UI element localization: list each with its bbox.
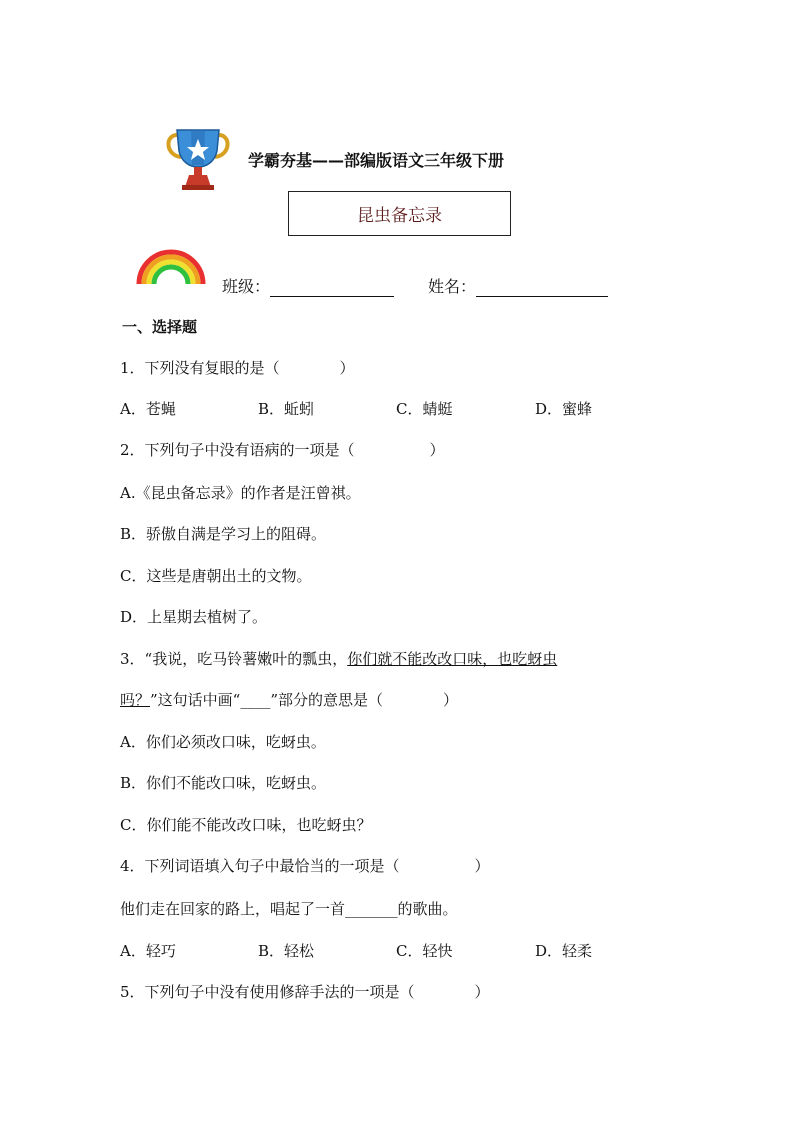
question-3-stem-line-1 (120, 648, 557, 669)
q4-option-c[interactable]: C．轻快 (396, 942, 453, 960)
q3-stem-end: ”这句话中画“____”部分的意思是（ ） (150, 691, 459, 709)
question-4-stem: 4．下列词语填入句子中最恰当的一项是（ ） (120, 857, 490, 875)
name-blank[interactable] (476, 280, 608, 297)
q1-option-d[interactable]: D．蜜蜂 (535, 400, 593, 418)
q4-sentence: 他们走在回家的路上，唱起了一首_______的歌曲。 (120, 900, 458, 918)
rainbow-icon (135, 246, 207, 290)
q2-option-a[interactable]: A.《昆虫备忘录》的作者是汪曾祺。 (120, 484, 361, 502)
q3-option-c[interactable]: C．你们能不能改改口味，也吃蚜虫？ (120, 816, 372, 834)
q1-option-a[interactable]: A．苍蝇 (120, 400, 176, 418)
lesson-title: 昆虫备忘录 (357, 206, 442, 226)
q4-option-a[interactable]: A．轻巧 (120, 942, 176, 960)
worksheet-header-title: 学霸夯基——部编版语文三年级下册 (248, 151, 505, 170)
class-label: 班级： (222, 277, 271, 296)
q4-option-d[interactable]: D．轻柔 (535, 942, 593, 960)
q1-option-c[interactable]: C．蜻蜓 (396, 400, 453, 418)
q1-option-b[interactable]: B．蚯蚓 (258, 400, 315, 418)
q3-option-b[interactable]: B．你们不能改口味，吃蚜虫。 (120, 774, 327, 792)
name-label: 姓名： (428, 277, 477, 296)
section-heading: 一、选择题 (122, 318, 198, 336)
name-field (428, 274, 608, 297)
class-field (222, 274, 394, 297)
q2-option-d[interactable]: D．上星期去植树了。 (120, 608, 268, 626)
q2-option-b[interactable]: B．骄傲自满是学习上的阻碍。 (120, 525, 327, 543)
q3-stem-start: 3．“我说，吃马铃薯嫩叶的瓢虫， (120, 650, 348, 668)
question-1-stem: 1．下列没有复眼的是（ ） (120, 359, 355, 377)
q3-underlined-phrase: 你们就不能改改口味，也吃蚜虫 (347, 650, 558, 668)
q3-underlined-end: 吗？ (120, 691, 151, 709)
question-3-stem-line-2 (120, 689, 458, 710)
lesson-title-box (288, 191, 511, 236)
trophy-icon (163, 127, 233, 195)
q3-option-a[interactable]: A．你们必须改口味，吃蚜虫。 (120, 733, 326, 751)
class-blank[interactable] (270, 280, 394, 297)
q4-option-b[interactable]: B．轻松 (258, 942, 315, 960)
question-5-stem: 5．下列句子中没有使用修辞手法的一项是（ ） (120, 983, 490, 1001)
q2-option-c[interactable]: C．这些是唐朝出土的文物。 (120, 567, 312, 585)
question-2-stem: 2．下列句子中没有语病的一项是（ ） (120, 441, 445, 459)
